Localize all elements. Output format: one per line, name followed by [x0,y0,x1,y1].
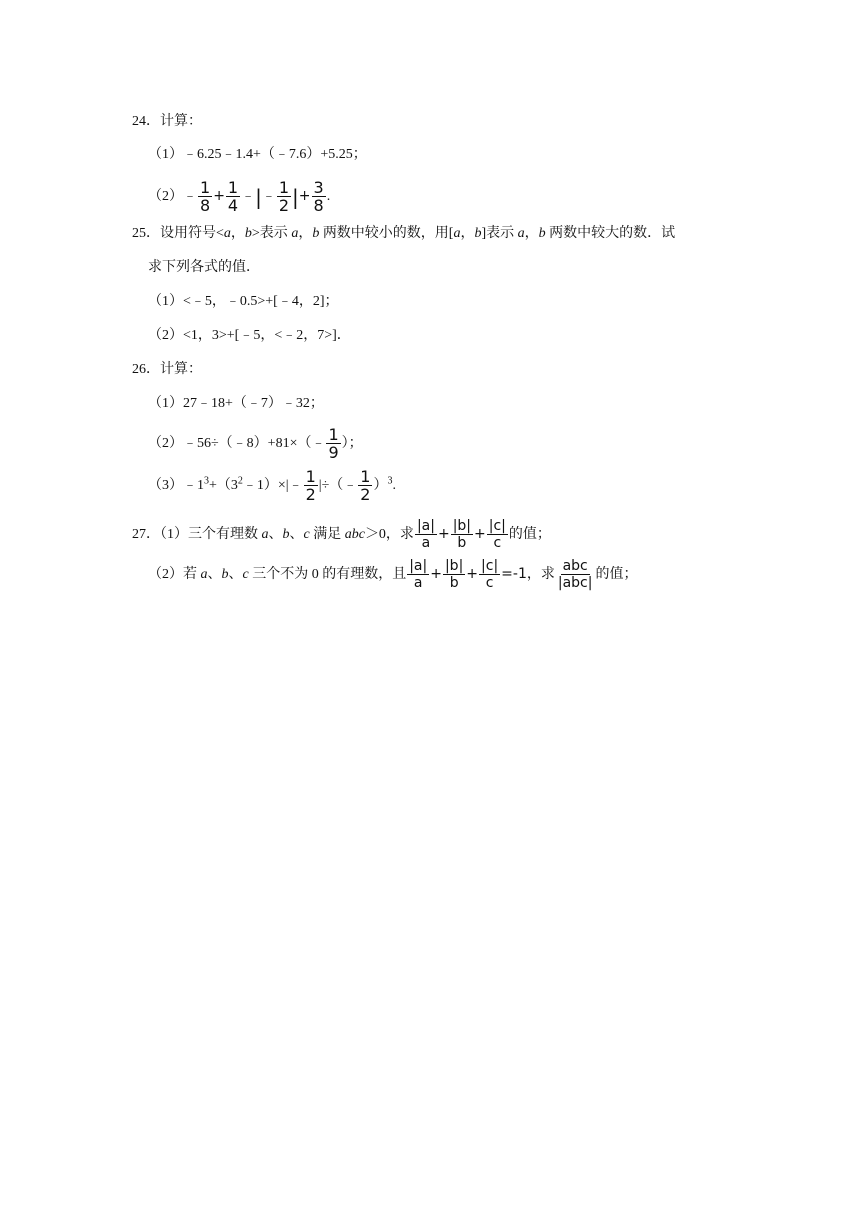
fraction: $\frac{1}{4}$ [227,178,239,216]
question-24-heading: 24．计算： [132,114,202,129]
fraction: $\frac{|a|}{a}$ [409,558,428,592]
fraction: $\frac{1}{2}$ [278,178,290,216]
fraction: $\frac{1}{8}$ [200,178,211,216]
question-24-part-2: （2）﹣ $\frac{1}{8}$ + $\frac{1}{4}$ ﹣|﹣ $\frac{1}{2}$ |+ $\frac{3}{8}$ . [148,178,331,216]
expression: ﹣6.25﹣1.4+（﹣7.6）+5.25； [183,147,367,162]
question-number: 27 [132,527,146,542]
fraction: $\frac{3}{8}$ [313,178,324,216]
question-24-part-1: （1）﹣6.25﹣1.4+（﹣7.6）+5.25； [148,147,367,162]
fraction: $\frac{1}{2}$ [305,467,316,505]
question-26-heading: 26．计算： [132,362,202,377]
fraction: $\frac{|b|}{b}$ [444,558,464,592]
question-25-part-2: （2）<1，3>+[﹣5，<﹣2，7>]． [148,328,351,343]
question-title: 计算： [160,114,202,129]
question-27-part-2: （2）若 a、b、c 三个不为 0 的有理数，且 $\frac{|a|}{a}$ + $\frac{|b|}{b}$ + $\frac{|c|}{c}$ =-1，求 $\frac{\text{abc}}{\text{|abc|}}$ 的值； [148,558,638,592]
question-25-part-1: （1）<﹣5，﹣0.5>+[﹣4，2]； [148,294,339,309]
fraction: $\frac{1}{2}$ [360,467,371,505]
fraction: $\frac{|c|}{c}$ [488,518,506,552]
question-26-part-2: （2）﹣56÷（﹣8）+81×（﹣ $\frac{1}{9}$ ）； [148,425,363,463]
fraction: $\frac{|a|}{a}$ [416,518,435,552]
question-26-part-3: $(3)﹣1^3+(3^2﹣1)\times|﹣$ $\frac{1}{2}$ |÷（﹣ $\frac{1}{2}$ ）$^3$. [148,467,396,505]
fraction: $\frac{1}{9}$ [328,425,339,463]
question-title: 计算： [160,362,202,377]
fraction: $\frac{\text{abc}}{\text{|abc|}}$ [557,558,593,592]
question-26-part-1: （1）27﹣18+（﹣7）﹣32； [148,396,324,411]
question-27-part-1: 27．（1）三个有理数 a、b、c 满足 abc＞0，求 $\frac{|a|}{a}$ + $\frac{|b|}{b}$ + $\frac{|c|}{c}$ 的值； [132,518,551,552]
question-number: 24 [132,114,146,129]
question-number: 25 [132,226,146,241]
question-number: 26 [132,362,146,377]
fraction: $\frac{|c|}{c}$ [481,558,499,592]
question-25-heading: 25．设用符号<a，b>表示 a，b 两数中较小的数，用[a，b]表示 a，b 两数中较大的数．试 [132,226,676,241]
fraction: $\frac{|b|}{b}$ [452,518,472,552]
question-25-line-2: 求下列各式的值． [148,260,260,275]
